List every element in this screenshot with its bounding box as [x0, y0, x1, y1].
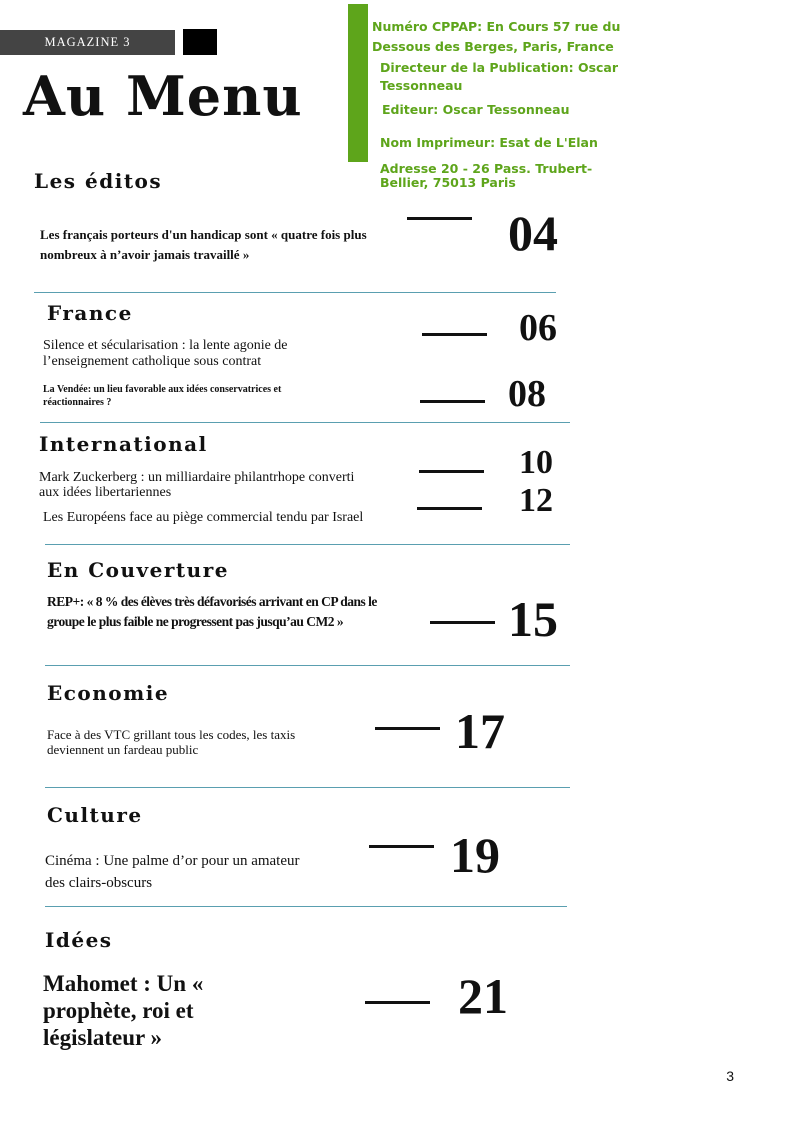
- leader-dash: [417, 507, 482, 510]
- article-title[interactable]: Mahomet : Un « prophète, roi et législateur »: [43, 971, 204, 1050]
- page-number-ref: 17: [455, 703, 505, 759]
- page-number-ref: 10: [519, 444, 553, 481]
- leader-dash: [375, 727, 440, 730]
- director-info: Directeur de la Publication: Oscar Tessonneau: [380, 60, 619, 93]
- article-title[interactable]: Mark Zuckerberg : un milliardaire philantrhope converti aux idées libertariennes: [39, 470, 355, 500]
- article-title[interactable]: Face à des VTC grillant tous les codes, les taxis deviennent un fardeau public: [47, 727, 296, 757]
- article-title[interactable]: Les français porteurs d'un handicap sont « quatre fois plus nombreux à n’avoir jamais travaillé »: [40, 227, 367, 262]
- magazine-label: MAGAZINE 3: [44, 35, 131, 49]
- page-number-ref: 04: [508, 205, 558, 261]
- leader-dash: [365, 1001, 430, 1004]
- section-divider: [34, 292, 556, 293]
- cppap-info: Numéro CPPAP: En Cours 57 rue du Dessous des Berges, Paris, France: [372, 19, 621, 54]
- section-divider: [45, 665, 570, 666]
- leader-dash: [420, 400, 485, 403]
- leader-dash: [422, 333, 487, 336]
- leader-dash: [369, 845, 434, 848]
- editor-info: Editeur: Oscar Tessonneau: [382, 102, 570, 117]
- section-title-international: International: [39, 432, 208, 456]
- article-title[interactable]: La Vendée: un lieu favorable aux idées conservatrices et réactionnaires ?: [43, 384, 282, 408]
- leader-dash: [419, 470, 484, 473]
- article-title[interactable]: Silence et sécularisation : la lente agonie de l’enseignement catholique sous contrat: [43, 338, 288, 369]
- address-info: Adresse 20 - 26 Pass. Trubert-Bellier, 75013 Paris: [380, 161, 593, 190]
- page-number-ref: 21: [458, 968, 508, 1024]
- section-title-couverture: En Couverture: [47, 558, 229, 582]
- section-title-france: France: [47, 301, 133, 325]
- page-title: Au Menu: [23, 64, 303, 128]
- section-title-idees: Idées: [45, 928, 113, 952]
- section-title-editos: Les éditos: [34, 169, 163, 193]
- page-number-ref: 19: [450, 827, 500, 883]
- printer-info: Nom Imprimeur: Esat de L'Elan: [380, 135, 598, 150]
- page-number-ref: 15: [508, 591, 558, 647]
- article-title[interactable]: Les Européens face au piège commercial tendu par Israel: [43, 510, 364, 525]
- page-number-ref: 06: [519, 307, 557, 349]
- article-title[interactable]: Cinéma : Une palme d’or pour un amateur des clairs-obscurs: [45, 853, 300, 891]
- section-divider: [45, 906, 567, 907]
- section-divider: [45, 787, 570, 788]
- black-square-decoration: [183, 29, 217, 55]
- section-divider: [45, 544, 570, 545]
- section-title-culture: Culture: [47, 803, 143, 827]
- section-title-economie: Economie: [47, 681, 170, 705]
- page-number: 3: [726, 1068, 734, 1084]
- section-divider: [40, 422, 570, 423]
- info-accent-bar: [348, 4, 368, 162]
- page-number-ref: 12: [519, 482, 553, 519]
- page-number-ref: 08: [508, 373, 546, 415]
- article-title[interactable]: REP+: « 8 % des élèves très défavorisés arrivant en CP dans le groupe le plus faible ne progressent pas jusqu’au CM2 »: [47, 594, 377, 629]
- leader-dash: [407, 217, 472, 220]
- leader-dash: [430, 621, 495, 624]
